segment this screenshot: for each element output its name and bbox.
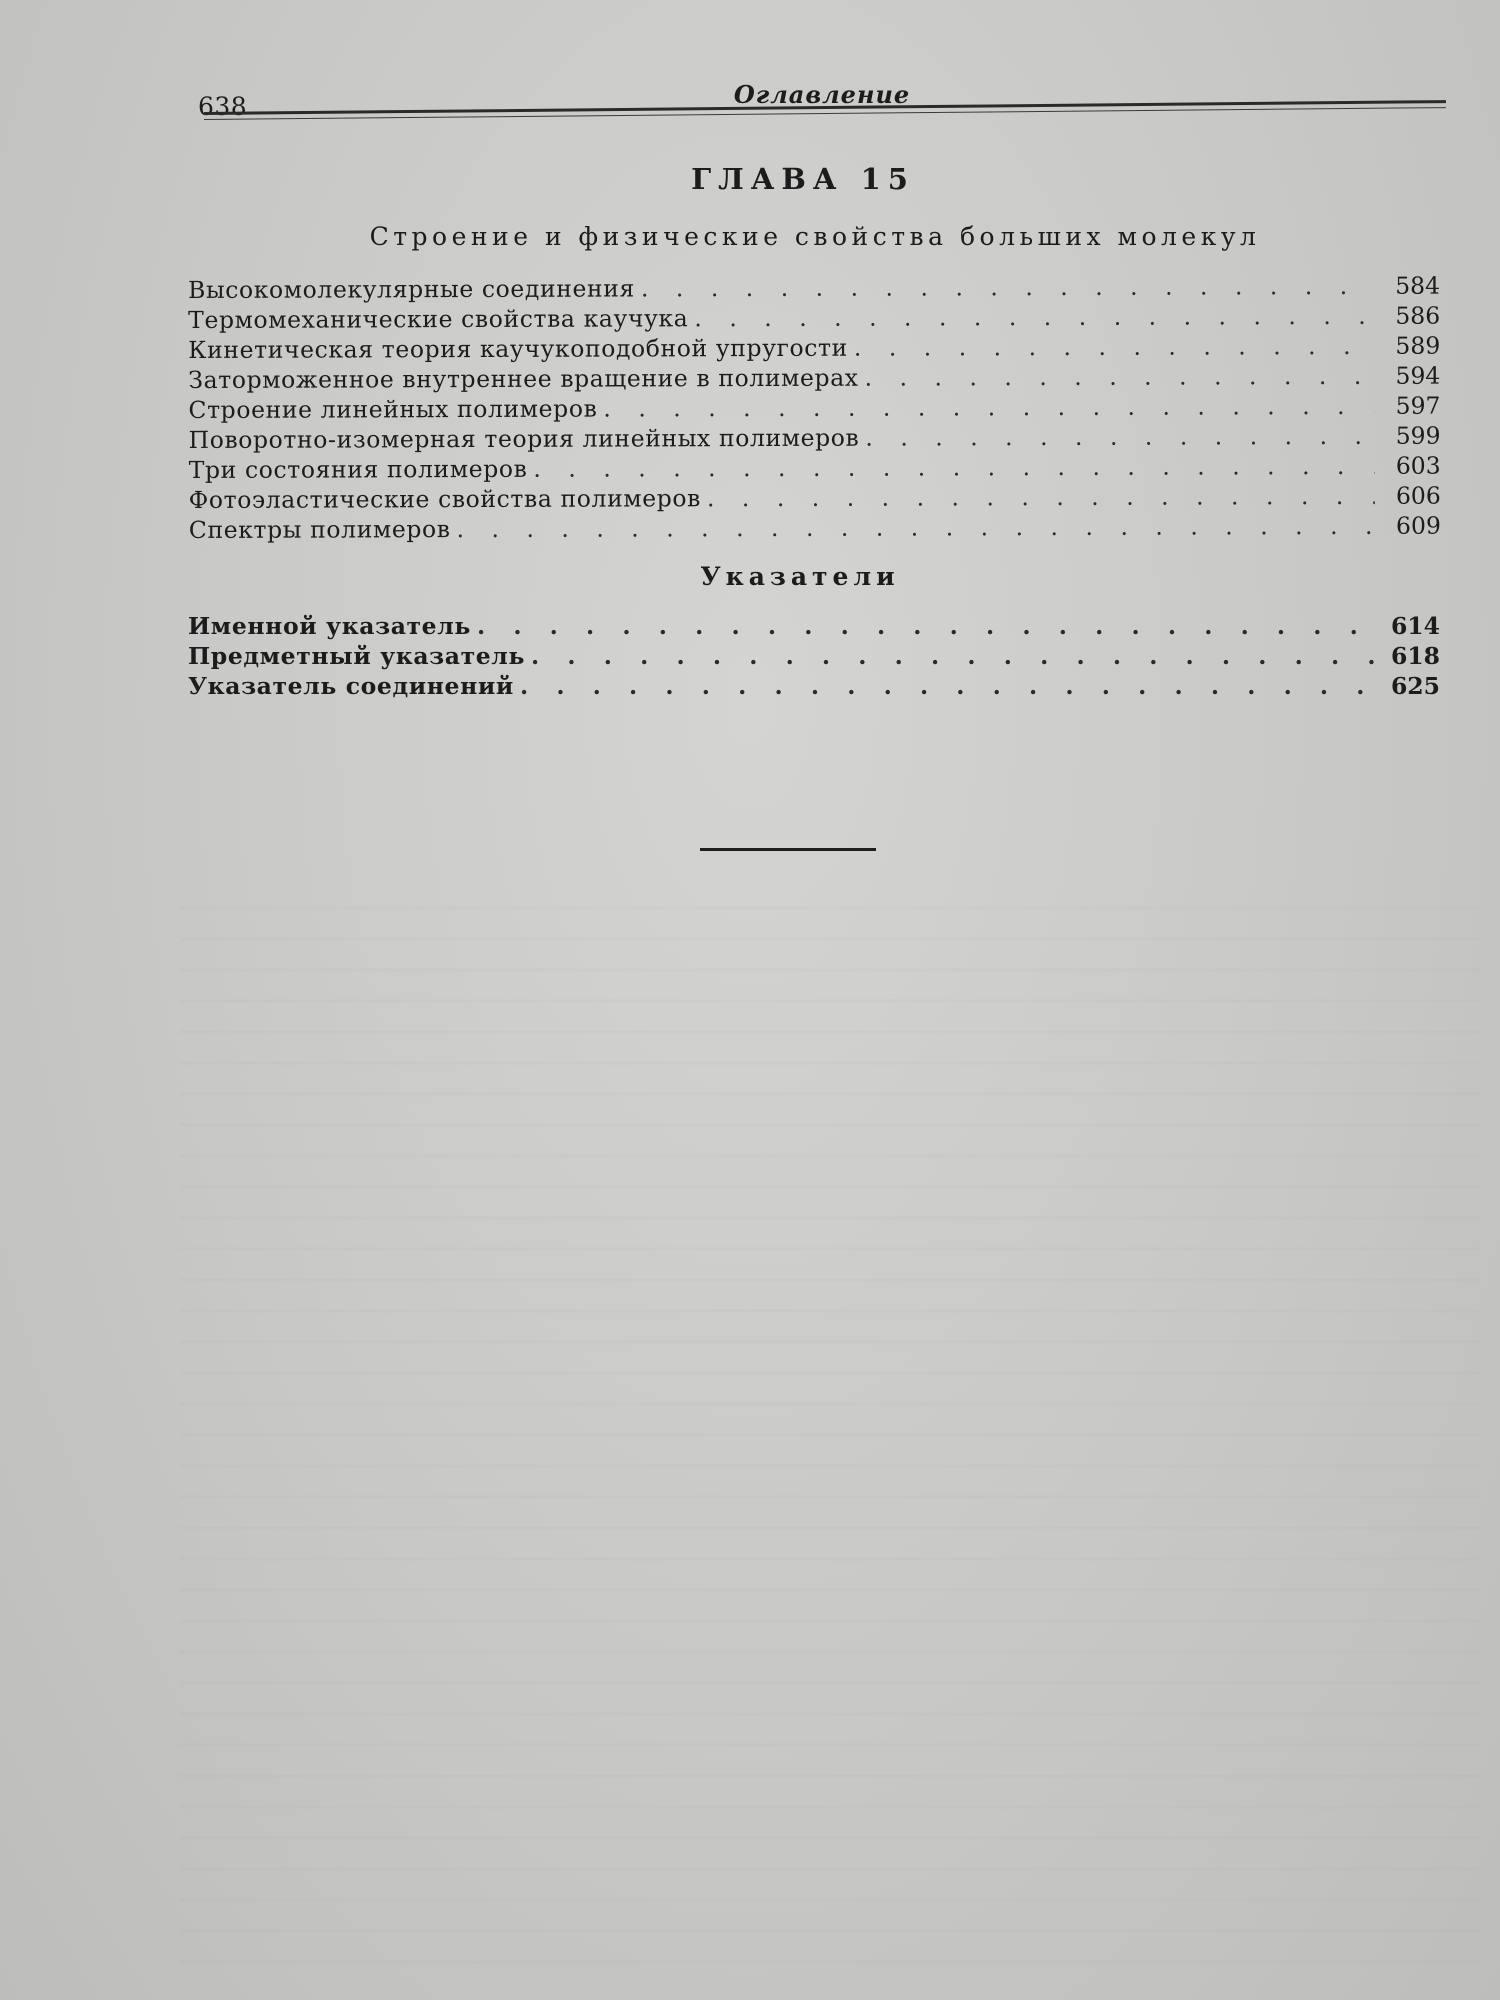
toc-entry-page: 599	[1395, 421, 1441, 450]
toc-entry-title: Фотоэластические свойства полимеров	[188, 484, 701, 514]
page-number: 638	[198, 92, 248, 121]
chapter-label: ГЛАВА 15	[691, 162, 915, 196]
toc-entry-title: Три состояния полимеров	[188, 454, 528, 484]
indexes-section-title: Указатели	[700, 562, 900, 591]
dot-leader	[457, 512, 1375, 543]
toc-entry-page: 597	[1395, 391, 1441, 420]
dot-leader	[531, 642, 1374, 670]
dot-leader	[707, 482, 1375, 512]
toc-entry-title: Строение линейных полимеров	[188, 394, 598, 424]
dot-leader	[477, 612, 1374, 640]
toc-entry-page: 589	[1395, 331, 1441, 360]
dot-leader	[694, 302, 1374, 332]
toc-entry[interactable]	[188, 272, 1440, 306]
toc-entry[interactable]	[188, 302, 1440, 336]
toc-entry-title: Заторможенное внутреннее вращение в полимерах	[188, 363, 859, 394]
show-through-background	[180, 880, 1480, 1980]
toc-entry-page: 603	[1395, 451, 1441, 480]
dot-leader	[865, 422, 1374, 452]
running-title: Оглавление	[733, 80, 911, 109]
toc-entry[interactable]	[188, 362, 1440, 396]
chapter-toc	[188, 272, 1441, 546]
toc-entry[interactable]	[188, 612, 1440, 642]
chapter-title: Строение и физические свойства больших молекул	[369, 222, 1261, 251]
toc-entry-page: 584	[1395, 271, 1441, 300]
toc-entry[interactable]	[188, 392, 1440, 426]
toc-entry[interactable]	[189, 452, 1441, 486]
toc-entry-page: 614	[1390, 612, 1440, 640]
toc-entry[interactable]	[188, 642, 1440, 672]
toc-entry-page: 586	[1395, 301, 1441, 330]
toc-entry[interactable]	[188, 672, 1440, 702]
dot-leader	[641, 272, 1374, 303]
toc-entry-page: 594	[1395, 361, 1441, 390]
dot-leader	[865, 362, 1375, 392]
toc-entry-title: Термомеханические свойства каучука	[188, 304, 689, 334]
toc-entry-title: Именной указатель	[188, 612, 471, 640]
toc-entry-page: 609	[1395, 511, 1441, 540]
indexes-toc	[188, 612, 1440, 702]
toc-entry-title: Кинетическая теория каучукоподобной упругости	[188, 333, 848, 364]
toc-entry-page: 606	[1395, 481, 1441, 510]
toc-entry[interactable]	[189, 482, 1441, 516]
toc-entry[interactable]	[188, 332, 1440, 366]
toc-entry[interactable]	[189, 512, 1441, 546]
dot-leader	[520, 672, 1374, 700]
toc-entry-page: 618	[1390, 642, 1440, 670]
toc-entry-page: 625	[1390, 672, 1440, 700]
toc-entry[interactable]	[189, 422, 1441, 456]
dot-leader	[603, 392, 1374, 423]
toc-entry-title: Предметный указатель	[188, 642, 526, 670]
toc-entry-title: Поворотно-изомерная теория линейных полимеров	[188, 423, 860, 454]
toc-entry-title: Высокомолекулярные соединения	[188, 274, 636, 304]
toc-entry-title: Спектры полимеров	[188, 515, 451, 544]
end-rule	[700, 848, 876, 851]
toc-entry-title: Указатель соединений	[188, 672, 514, 700]
dot-leader	[533, 452, 1374, 483]
dot-leader	[854, 332, 1374, 362]
